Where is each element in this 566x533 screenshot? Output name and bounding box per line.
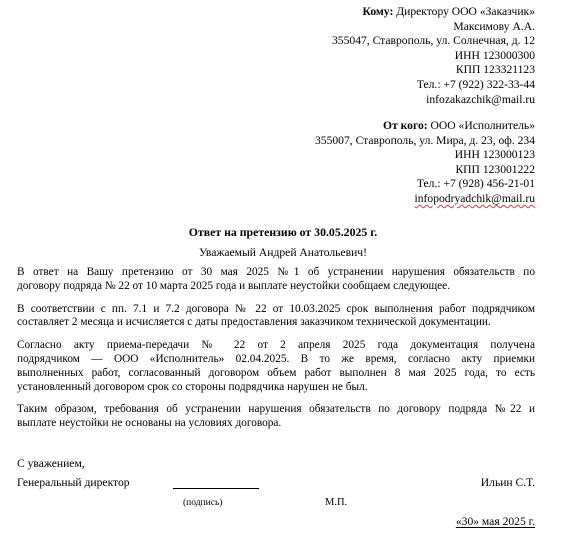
sender-name: ООО «Исполнитель» xyxy=(430,119,535,132)
sender-inn: ИНН 123000123 xyxy=(454,148,535,162)
sender-kpp: КПП 123001222 xyxy=(455,162,535,176)
recipient-phone: Тел.: +7 (922) 322-33-44 xyxy=(416,77,535,91)
recipient-inn: ИНН 123000300 xyxy=(454,48,535,62)
sender-label: От кого: xyxy=(383,119,428,132)
sender-phone: Тел.: +7 (928) 456-21-01 xyxy=(416,177,535,191)
paragraph-2 xyxy=(17,303,535,331)
sender-block xyxy=(315,119,535,207)
recipient-address: 355047, Ставрополь, ул. Солнечная, д. 12 xyxy=(332,34,535,48)
signature-note: (подпись) xyxy=(183,498,223,508)
paragraph-4-line-2: выплате неустойки не основаны на условиях договора. xyxy=(17,417,282,430)
document-date: «30» мая 2025 г. xyxy=(455,515,535,528)
regards: С уважением, xyxy=(17,457,85,470)
signature-line xyxy=(173,488,259,489)
recipient-person: Максимову А.А. xyxy=(453,19,535,33)
paragraph-1 xyxy=(17,266,535,294)
greeting: Уважаемый Андрей Анатольевич! xyxy=(199,246,367,259)
recipient-name: Директору ООО «Заказчик» xyxy=(396,5,535,18)
signer-position: Генеральный директор xyxy=(17,476,130,489)
sender-line-1 xyxy=(315,119,535,134)
signer-name: Ильин С.Т. xyxy=(480,476,535,489)
paragraph-1-line-2: договору подряда № 22 от 10 марта 2025 года и выплате неустойки сообщаем следующее. xyxy=(17,279,451,292)
paragraph-3-line-1: Согласно акту приема-передачи № 22 от 2 апреля 2025 года документация получена xyxy=(17,339,535,352)
recipient-label: Кому: xyxy=(362,5,394,18)
paragraph-2-line-1: В соответствии с пп. 7.1 и 7.2 договора № 22 от 10.03.2025 срок выполнения работ подрядчиком xyxy=(17,302,535,315)
signature-row xyxy=(17,476,535,494)
paragraph-4 xyxy=(17,403,535,431)
paragraph-3-line-2: подрядчиком — ООО «Исполнитель» 02.04.2025. В то же время, согласно акту приемки xyxy=(17,352,535,365)
paragraph-1-line-1: В ответ на Вашу претензию от 30 мая 2025 №1 об устранении нарушения обязательств по xyxy=(17,266,535,278)
paragraph-2-line-2: составляет 2 месяца и исчисляется с даты предоставления заказчиком технической документации. xyxy=(17,316,491,329)
paragraph-3-line-3: выполненных работ, согласованный договором объем работ выполнен 8 мая 2025 года, то есть xyxy=(17,366,535,379)
letter-body xyxy=(17,266,535,440)
document-title: Ответ на претензию от 30.05.2025 г. xyxy=(188,225,378,239)
sender-address: 355007, Ставрополь, ул. Мира, д. 23, оф. 234 xyxy=(314,133,535,147)
recipient-line-1 xyxy=(332,5,535,20)
paragraph-3-line-4: установленный договором срок со стороны подрядчика нарушен не был. xyxy=(17,380,368,393)
paragraph-3 xyxy=(17,339,535,394)
recipient-kpp: КПП 123321123 xyxy=(455,63,535,77)
sender-email xyxy=(315,192,535,207)
paragraph-4-line-1: Таким образом, требования об устранении нарушения обязательств по договору подряда №22 и xyxy=(17,403,535,416)
sender-email-text: infopodryadchik@mail.ru xyxy=(414,191,535,205)
seal-placeholder: М.П. xyxy=(325,497,348,508)
recipient-block xyxy=(332,5,535,107)
recipient-email: infozakazchik@mail.ru xyxy=(426,92,535,106)
